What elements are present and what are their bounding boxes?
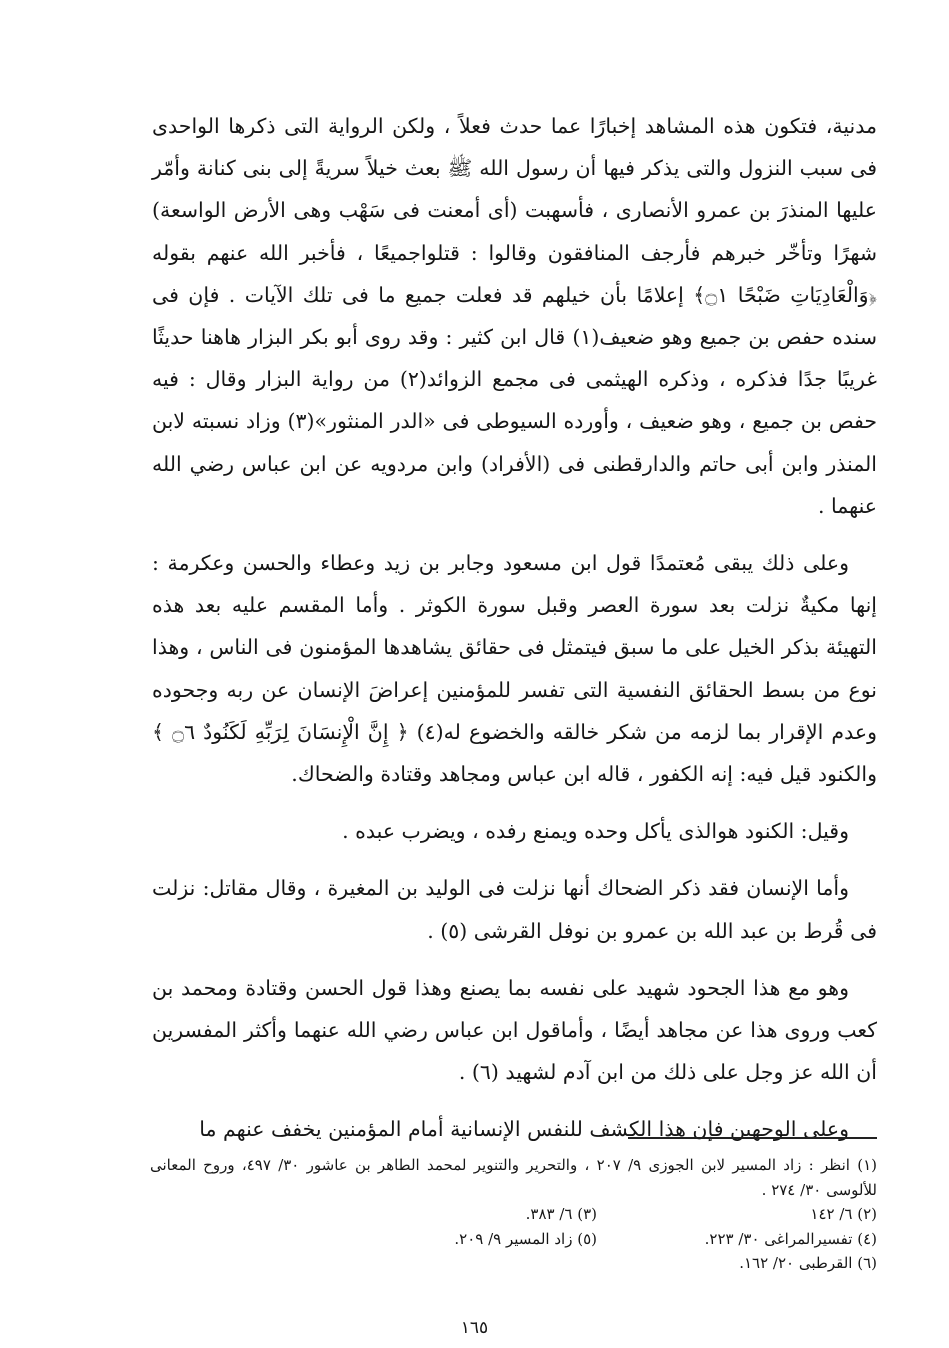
paragraph-6: وعلى الوجهين فإن هذا الكشف للنفس الإنسانية أمام المؤمنين يخفف عنهم ما xyxy=(199,1117,849,1142)
footnote-6: (٦) القرطبى ٢٠/ ١٦٢. xyxy=(739,1254,877,1272)
paragraph-2: وعلى ذلك يبقى مُعتمدًا قول ابن مسعود وجابر بن زيد وعطاء والحسن وعكرمة : إنها مكيةٌ نزلت بعد سورة العصر وقبل سورة الكوثر . وأما المقسم عليه بعد هذه التهيئة بذكر الخيل على ما سبق فيتمثل فى حقائق يشاهدها المؤمنون فى الناس ، وهذا نوع من بسط الحقائق النفسية التى تفسر للمؤمنين إعراضَ الإنسان عن ربه وجحوده وعدم الإقرار بما لزمه من شكر خالقه والخضوع له(٤) ﴿ إِنَّ الْإِنسَانَ لِرَبِّهِ لَكَنُودٌ ۝٦ ﴾ والكنود قيل فيه: إنه الكفور ، قاله ابن عباس ومجاهد وقتادة والضحاك. xyxy=(152,551,878,787)
paragraph-4: وأما الإنسان فقد ذكر الضحاك أنها نزلت فى الوليد بن المغيرة ، وقال مقاتل: نزلت فى قُرط بن عبد الله بن عمرو بن نوفل القرشى (٥) . xyxy=(152,876,877,943)
footnote-row-2-3 xyxy=(150,1202,877,1227)
paragraph-3: وقيل: الكنود هوالذى يأكل وحده ويمنع رفده ، ويضرب عبده . xyxy=(342,819,849,844)
footnote-row-6 xyxy=(150,1251,877,1276)
footnote-separator xyxy=(628,1137,877,1139)
paragraph-5: وهو مع هذا الجحود شهيد على نفسه بما يصنع وهذا قول الحسن وقتادة ومحمد بن كعب وروى هذا عن مجاهد أيضًا ، وأماقول ابن عباس رضي الله عنهما وأكثر المفسرين أن الله عز وجل على ذلك من ابن آدم لشهيد (٦) . xyxy=(152,975,877,1085)
paragraph-1: مدنية، فتكون هذه المشاهد إخبارًا عما حدث فعلاً ، ولكن الرواية التى ذكرها الواحدى فى سبب النزول والتى يذكر فيها أن رسول الله ﷺ بعث خيلاً سريةً إلى بنى كنانة وأمّر عليها المنذرَ بن عمرو الأنصارى ، فأسهبت (أى أمعنت فى سَهْب وهى الأرض الواسعة) شهرًا وتأخّر خبرهم فأرجف المنافقون وقالوا : قتلواجميعًا ، فأخبر الله عنهم بقوله ﴿وَالْعَادِيَاتِ ضَبْحًا ۝١﴾ إعلامًا بأن خيلهم قد فعلت جميع ما فى تلك الآيات . فإن فى سنده حفص بن جميع وهو ضعيف(١) قال ابن كثير : وقد روى أبو بكر البزار هاهنا حديثًا غريبًا جدًا فذكره ، وذكره الهيثمى فى مجمع الزوائد(٢) من رواية البزار وقال : فيه حفص بن جميع ، وهو ضعيف ، وأورده السيوطى فى «الدر المنثور»(٣) وزاد نسبته لابن المنذر وابن أبى حاتم والدارقطنى فى (الأفراد) وابن مردويه عن ابن عباس رضي الله عنهما . xyxy=(152,114,878,518)
footnote-2: (٢) ٦/ ١٤٢ xyxy=(810,1205,877,1223)
footnote-row-4-5 xyxy=(150,1227,877,1252)
footnotes xyxy=(150,1153,877,1276)
footnote-5: (٥) زاد المسير ٩/ ٢٠٩. xyxy=(454,1229,597,1248)
footnote-3: (٣) ٦/ ٣٨٣. xyxy=(525,1205,597,1223)
page-number: ١٦٥ xyxy=(460,1318,489,1338)
footnote-1: (١) انظر : زاد المسير لابن الجوزى ٩/ ٢٠٧ ، والتحرير والتنوير لمحمد الطاهر بن عاشور ٣٠/ ٤٩٧، وروح المعانى للألوسى ٣٠/ ٢٧٤ . xyxy=(150,1156,877,1199)
footnote-4: (٤) تفسيرالمراغى ٣٠/ ٢٢٣. xyxy=(704,1229,877,1248)
main-text xyxy=(152,105,877,1151)
